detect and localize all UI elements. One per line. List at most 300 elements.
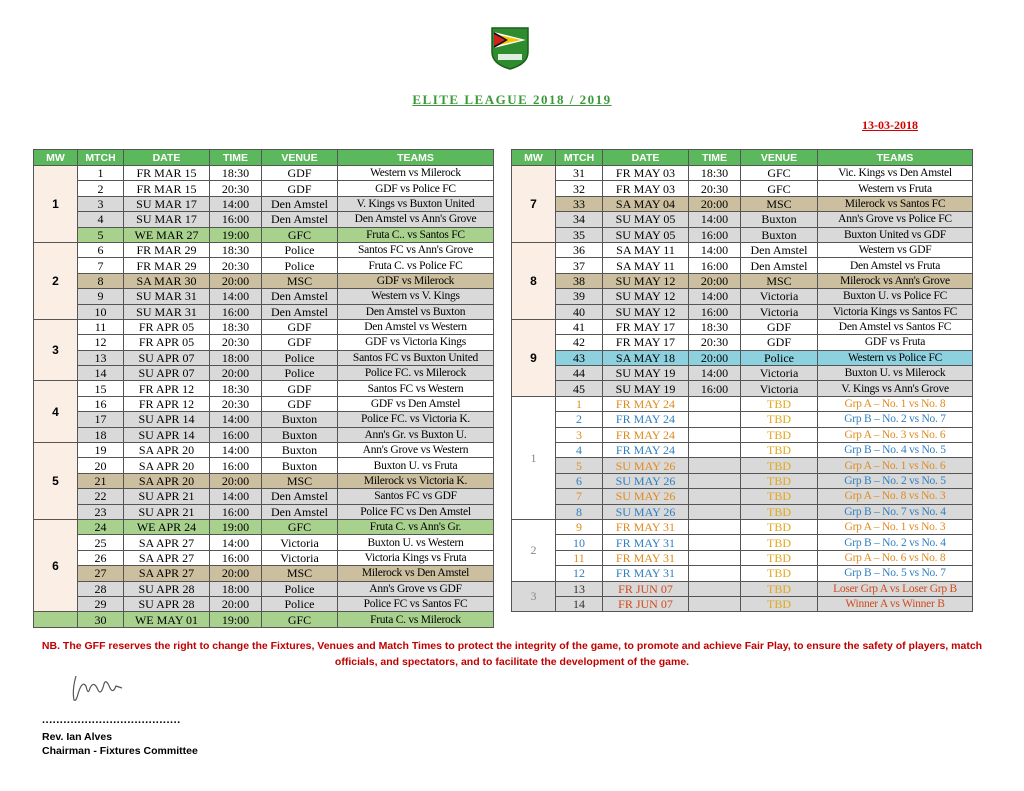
match-teams-cell: Santos FC vs Western <box>338 381 494 396</box>
match-time-cell: 18:30 <box>210 381 262 396</box>
match-date-cell: SU APR 21 <box>124 489 210 504</box>
match-number-cell: 3 <box>78 196 124 211</box>
match-time-cell <box>689 489 741 504</box>
match-venue-cell: MSC <box>741 196 818 211</box>
match-row <box>512 412 973 427</box>
matchweek-cell: 9 <box>512 319 556 396</box>
match-time-cell: 14:00 <box>210 489 262 504</box>
match-date-cell: SA APR 27 <box>124 550 210 565</box>
matchweek-cell: 4 <box>34 381 78 443</box>
match-time-cell: 20:00 <box>210 366 262 381</box>
match-row <box>512 535 973 550</box>
match-venue-cell: MSC <box>741 273 818 288</box>
match-venue-cell: GFC <box>741 181 818 196</box>
match-venue-cell: TBD <box>741 458 818 473</box>
match-teams-cell: Ann's Grove vs GDF <box>338 581 494 596</box>
match-time-cell: 18:30 <box>689 166 741 181</box>
match-row <box>512 212 973 227</box>
match-row <box>512 166 973 181</box>
match-teams-cell: Milerock vs Ann's Grove <box>818 273 973 288</box>
match-date-cell: FR JUN 07 <box>603 596 689 611</box>
match-teams-cell: Grp B – No. 2 vs No. 7 <box>818 412 973 427</box>
match-date-cell: FR APR 12 <box>124 381 210 396</box>
match-number-cell: 22 <box>78 489 124 504</box>
match-date-cell: SU MAY 05 <box>603 212 689 227</box>
matchweek-cell: 7 <box>512 166 556 243</box>
match-venue-cell: Police <box>741 350 818 365</box>
match-row <box>34 612 494 627</box>
match-number-cell: 39 <box>556 289 603 304</box>
match-date-cell: SA MAY 18 <box>603 350 689 365</box>
match-row <box>34 550 494 565</box>
match-number-cell: 7 <box>556 489 603 504</box>
match-time-cell <box>689 427 741 442</box>
matchweek-cell: 3 <box>512 581 556 612</box>
matchweek-cell: 5 <box>34 443 78 520</box>
match-venue-cell: Den Amstel <box>262 196 338 211</box>
match-venue-cell: Victoria <box>741 366 818 381</box>
match-venue-cell: GDF <box>262 335 338 350</box>
match-venue-cell: MSC <box>262 273 338 288</box>
match-time-cell: 18:30 <box>689 319 741 334</box>
match-teams-cell: Grp A – No. 6 vs No. 8 <box>818 550 973 565</box>
match-number-cell: 9 <box>78 289 124 304</box>
match-teams-cell: Police FC vs Den Amstel <box>338 504 494 519</box>
match-number-cell: 9 <box>556 519 603 534</box>
match-row <box>34 504 494 519</box>
match-date-cell: FR MAY 31 <box>603 550 689 565</box>
match-date-cell: SA APR 27 <box>124 535 210 550</box>
match-time-cell: 20:30 <box>210 335 262 350</box>
match-number-cell: 14 <box>556 596 603 611</box>
match-number-cell: 25 <box>78 535 124 550</box>
match-time-cell: 16:00 <box>210 458 262 473</box>
match-venue-cell: GFC <box>262 227 338 242</box>
col-header-match: MTCH <box>78 150 124 166</box>
match-venue-cell: GDF <box>262 166 338 181</box>
match-time-cell <box>689 596 741 611</box>
match-time-cell <box>689 396 741 411</box>
table-header-row <box>34 150 494 166</box>
match-time-cell: 14:00 <box>210 289 262 304</box>
match-row <box>512 566 973 581</box>
match-time-cell: 16:00 <box>210 504 262 519</box>
match-number-cell: 42 <box>556 335 603 350</box>
match-venue-cell: GDF <box>262 381 338 396</box>
match-teams-cell: V. Kings vs Buxton United <box>338 196 494 211</box>
match-venue-cell: Victoria <box>262 550 338 565</box>
match-date-cell: FR MAY 24 <box>603 443 689 458</box>
match-date-cell: SU MAY 26 <box>603 458 689 473</box>
match-date-cell: SU APR 14 <box>124 427 210 442</box>
match-time-cell <box>689 566 741 581</box>
match-date-cell: WE MAR 27 <box>124 227 210 242</box>
table-header-row <box>512 150 973 166</box>
match-date-cell: FR MAY 24 <box>603 412 689 427</box>
match-teams-cell: Grp A – No. 1 vs No. 8 <box>818 396 973 411</box>
match-number-cell: 15 <box>78 381 124 396</box>
match-teams-cell: Ann's Gr. vs Buxton U. <box>338 427 494 442</box>
match-row <box>34 519 494 534</box>
match-venue-cell: TBD <box>741 489 818 504</box>
match-number-cell: 26 <box>78 550 124 565</box>
match-teams-cell: Den Amstel vs Ann's Grove <box>338 212 494 227</box>
match-number-cell: 13 <box>556 581 603 596</box>
match-time-cell: 14:00 <box>210 535 262 550</box>
match-number-cell: 1 <box>78 166 124 181</box>
match-date-cell: SU MAY 12 <box>603 304 689 319</box>
match-teams-cell: GDF vs Fruta <box>818 335 973 350</box>
match-date-cell: WE MAY 01 <box>124 612 210 627</box>
match-number-cell: 19 <box>78 443 124 458</box>
match-teams-cell: Milerock vs Den Amstel <box>338 566 494 581</box>
match-teams-cell: Santos FC vs Buxton United <box>338 350 494 365</box>
match-venue-cell: TBD <box>741 596 818 611</box>
match-time-cell <box>689 504 741 519</box>
match-time-cell: 19:00 <box>210 227 262 242</box>
match-venue-cell: Victoria <box>741 304 818 319</box>
match-number-cell: 35 <box>556 227 603 242</box>
match-time-cell <box>689 473 741 488</box>
match-time-cell: 18:00 <box>210 581 262 596</box>
match-venue-cell: GFC <box>262 612 338 627</box>
match-date-cell: FR MAY 03 <box>603 181 689 196</box>
match-number-cell: 11 <box>78 319 124 334</box>
match-row <box>512 350 973 365</box>
match-teams-cell: Grp A – No. 1 vs No. 6 <box>818 458 973 473</box>
match-venue-cell: GDF <box>741 319 818 334</box>
match-time-cell <box>689 535 741 550</box>
match-venue-cell: Police <box>262 350 338 365</box>
matchweek-cell: 2 <box>512 519 556 581</box>
match-teams-cell: Police FC. vs Victoria K. <box>338 412 494 427</box>
match-row <box>512 273 973 288</box>
match-row <box>512 181 973 196</box>
match-teams-cell: Buxton U. vs Police FC <box>818 289 973 304</box>
match-date-cell: FR MAY 24 <box>603 396 689 411</box>
match-teams-cell: Grp B – No. 2 vs No. 4 <box>818 535 973 550</box>
matchweek-cell: 2 <box>34 242 78 319</box>
match-venue-cell: TBD <box>741 412 818 427</box>
match-row <box>512 396 973 411</box>
match-time-cell: 18:30 <box>210 166 262 181</box>
match-venue-cell: Den Amstel <box>741 258 818 273</box>
col-header-teams: TEAMS <box>818 150 973 166</box>
match-time-cell: 14:00 <box>210 443 262 458</box>
match-number-cell: 8 <box>556 504 603 519</box>
match-time-cell: 19:00 <box>210 519 262 534</box>
match-teams-cell: Fruta C. vs Ann's Gr. <box>338 519 494 534</box>
match-number-cell: 3 <box>556 427 603 442</box>
match-row <box>512 381 973 396</box>
match-teams-cell: Buxton U. vs Milerock <box>818 366 973 381</box>
match-venue-cell: TBD <box>741 427 818 442</box>
match-teams-cell: Victoria Kings vs Santos FC <box>818 304 973 319</box>
fixtures-table-left <box>33 149 494 628</box>
match-venue-cell: Police <box>262 596 338 611</box>
match-teams-cell: Ann's Grove vs Western <box>338 443 494 458</box>
match-teams-cell: Grp A – No. 3 vs No. 6 <box>818 427 973 442</box>
match-venue-cell: Victoria <box>741 289 818 304</box>
match-time-cell: 16:00 <box>689 304 741 319</box>
match-venue-cell: TBD <box>741 396 818 411</box>
match-time-cell: 16:00 <box>210 304 262 319</box>
match-date-cell: SU MAY 26 <box>603 473 689 488</box>
match-teams-cell: Milerock vs Victoria K. <box>338 473 494 488</box>
col-header-venue: VENUE <box>262 150 338 166</box>
match-date-cell: FR MAY 31 <box>603 519 689 534</box>
match-row <box>34 212 494 227</box>
match-venue-cell: Victoria <box>262 535 338 550</box>
match-venue-cell: Den Amstel <box>262 489 338 504</box>
match-date-cell: SU MAR 17 <box>124 196 210 211</box>
match-row <box>34 335 494 350</box>
match-teams-cell: Victoria Kings vs Fruta <box>338 550 494 565</box>
match-time-cell: 18:00 <box>210 350 262 365</box>
match-venue-cell: GFC <box>741 166 818 181</box>
match-teams-cell: Fruta C. vs Police FC <box>338 258 494 273</box>
match-number-cell: 37 <box>556 258 603 273</box>
match-venue-cell: GDF <box>741 335 818 350</box>
match-row <box>512 242 973 257</box>
match-time-cell: 19:00 <box>210 612 262 627</box>
match-number-cell: 6 <box>78 242 124 257</box>
match-date-cell: FR MAY 03 <box>603 166 689 181</box>
match-teams-cell: Loser Grp A vs Loser Grp B <box>818 581 973 596</box>
match-teams-cell: GDF vs Milerock <box>338 273 494 288</box>
match-row <box>34 304 494 319</box>
match-time-cell: 14:00 <box>210 412 262 427</box>
match-teams-cell: Milerock vs Santos FC <box>818 196 973 211</box>
match-number-cell: 5 <box>556 458 603 473</box>
match-number-cell: 2 <box>556 412 603 427</box>
match-date-cell: FR MAY 31 <box>603 535 689 550</box>
match-time-cell: 14:00 <box>689 242 741 257</box>
match-venue-cell: TBD <box>741 535 818 550</box>
match-teams-cell: Buxton U. vs Fruta <box>338 458 494 473</box>
match-time-cell <box>689 550 741 565</box>
match-venue-cell: TBD <box>741 519 818 534</box>
match-row <box>34 319 494 334</box>
match-date-cell: SU MAY 19 <box>603 381 689 396</box>
match-venue-cell: Den Amstel <box>262 304 338 319</box>
match-time-cell: 16:00 <box>689 381 741 396</box>
match-date-cell: SU APR 14 <box>124 412 210 427</box>
match-row <box>34 242 494 257</box>
match-date-cell: SU MAY 05 <box>603 227 689 242</box>
match-time-cell: 16:00 <box>689 227 741 242</box>
match-time-cell: 20:30 <box>689 181 741 196</box>
match-teams-cell: Vic. Kings vs Den Amstel <box>818 166 973 181</box>
match-number-cell: 21 <box>78 473 124 488</box>
match-row <box>512 289 973 304</box>
match-number-cell: 34 <box>556 212 603 227</box>
match-row <box>34 166 494 181</box>
match-venue-cell: Police <box>262 242 338 257</box>
match-teams-cell: Police FC. vs Milerock <box>338 366 494 381</box>
match-number-cell: 43 <box>556 350 603 365</box>
col-header-time: TIME <box>210 150 262 166</box>
match-teams-cell: Santos FC vs GDF <box>338 489 494 504</box>
match-row <box>512 258 973 273</box>
match-date-cell: FR MAY 24 <box>603 427 689 442</box>
match-time-cell: 16:00 <box>689 258 741 273</box>
match-date-cell: SU MAR 17 <box>124 212 210 227</box>
match-teams-cell: Western vs GDF <box>818 242 973 257</box>
match-time-cell <box>689 458 741 473</box>
match-venue-cell: Buxton <box>262 458 338 473</box>
match-time-cell: 20:30 <box>210 396 262 411</box>
match-number-cell: 4 <box>556 443 603 458</box>
signatory-role: Chairman - Fixtures Committee <box>42 745 198 757</box>
match-date-cell: SA APR 27 <box>124 566 210 581</box>
match-number-cell: 2 <box>78 181 124 196</box>
signatory-name: Rev. Ian Alves <box>42 731 113 743</box>
match-date-cell: SA MAR 30 <box>124 273 210 288</box>
col-header-match: MTCH <box>556 150 603 166</box>
match-venue-cell: TBD <box>741 566 818 581</box>
match-number-cell: 12 <box>78 335 124 350</box>
match-date-cell: FR JUN 07 <box>603 581 689 596</box>
match-teams-cell: Grp A – No. 1 vs No. 3 <box>818 519 973 534</box>
match-number-cell: 16 <box>78 396 124 411</box>
match-venue-cell: TBD <box>741 504 818 519</box>
match-time-cell: 20:00 <box>210 273 262 288</box>
matchweek-cell: 1 <box>34 166 78 243</box>
match-number-cell: 1 <box>556 396 603 411</box>
match-number-cell: 40 <box>556 304 603 319</box>
match-venue-cell: Buxton <box>262 412 338 427</box>
match-row <box>34 535 494 550</box>
match-time-cell: 14:00 <box>689 366 741 381</box>
match-time-cell <box>689 519 741 534</box>
match-teams-cell: Den Amstel vs Buxton <box>338 304 494 319</box>
gff-logo-icon <box>490 26 530 70</box>
match-time-cell: 14:00 <box>210 196 262 211</box>
match-time-cell: 20:00 <box>210 566 262 581</box>
match-time-cell: 14:00 <box>689 289 741 304</box>
match-row <box>34 473 494 488</box>
document-date: 13-03-2018 <box>862 118 918 132</box>
match-number-cell: 13 <box>78 350 124 365</box>
matchweek-cell: 3 <box>34 319 78 381</box>
match-date-cell: SU MAR 31 <box>124 289 210 304</box>
match-venue-cell: Den Amstel <box>262 289 338 304</box>
match-number-cell: 4 <box>78 212 124 227</box>
match-row <box>34 489 494 504</box>
match-venue-cell: Den Amstel <box>262 504 338 519</box>
match-row <box>512 504 973 519</box>
signature-line: ....................................... <box>42 714 181 726</box>
match-teams-cell: Grp B – No. 2 vs No. 5 <box>818 473 973 488</box>
match-date-cell: SU APR 07 <box>124 350 210 365</box>
match-number-cell: 5 <box>78 227 124 242</box>
match-venue-cell: TBD <box>741 443 818 458</box>
match-date-cell: FR APR 05 <box>124 335 210 350</box>
match-date-cell: FR MAY 31 <box>603 566 689 581</box>
match-number-cell: 20 <box>78 458 124 473</box>
match-venue-cell: MSC <box>262 473 338 488</box>
match-teams-cell: Grp B – No. 4 vs No. 5 <box>818 443 973 458</box>
match-row <box>512 550 973 565</box>
match-venue-cell: GDF <box>262 181 338 196</box>
match-date-cell: WE APR 24 <box>124 519 210 534</box>
match-venue-cell: GDF <box>262 319 338 334</box>
match-number-cell: 18 <box>78 427 124 442</box>
match-teams-cell: GDF vs Victoria Kings <box>338 335 494 350</box>
match-venue-cell: Den Amstel <box>262 212 338 227</box>
col-header-mw: MW <box>34 150 78 166</box>
match-teams-cell: Western vs Fruta <box>818 181 973 196</box>
match-date-cell: SU MAY 12 <box>603 289 689 304</box>
match-teams-cell: Western vs V. Kings <box>338 289 494 304</box>
match-date-cell: FR MAY 17 <box>603 319 689 334</box>
match-teams-cell: Western vs Police FC <box>818 350 973 365</box>
match-row <box>34 350 494 365</box>
match-row <box>34 566 494 581</box>
match-date-cell: SA APR 20 <box>124 443 210 458</box>
matchweek-cell: 1 <box>512 396 556 519</box>
match-number-cell: 7 <box>78 258 124 273</box>
signature-icon <box>68 672 128 706</box>
match-teams-cell: Fruta C. vs Milerock <box>338 612 494 627</box>
match-venue-cell: GDF <box>262 396 338 411</box>
match-teams-cell: Den Amstel vs Santos FC <box>818 319 973 334</box>
match-venue-cell: Buxton <box>741 212 818 227</box>
match-date-cell: FR MAY 17 <box>603 335 689 350</box>
col-header-date: DATE <box>124 150 210 166</box>
match-row <box>34 396 494 411</box>
match-number-cell: 44 <box>556 366 603 381</box>
match-number-cell: 27 <box>78 566 124 581</box>
match-teams-cell: Winner A vs Winner B <box>818 596 973 611</box>
match-date-cell: SU MAY 19 <box>603 366 689 381</box>
match-date-cell: FR MAR 15 <box>124 166 210 181</box>
match-date-cell: SA MAY 04 <box>603 196 689 211</box>
match-row <box>34 443 494 458</box>
match-time-cell <box>689 443 741 458</box>
match-row <box>34 412 494 427</box>
match-date-cell: SA MAY 11 <box>603 242 689 257</box>
match-date-cell: SU MAY 26 <box>603 489 689 504</box>
match-venue-cell: TBD <box>741 581 818 596</box>
matchweek-cell: 8 <box>512 242 556 319</box>
match-row <box>512 519 973 534</box>
match-row <box>512 319 973 334</box>
match-time-cell: 16:00 <box>210 212 262 227</box>
match-number-cell: 10 <box>556 535 603 550</box>
match-venue-cell: Buxton <box>262 443 338 458</box>
match-venue-cell: Police <box>262 258 338 273</box>
match-row <box>34 181 494 196</box>
match-row <box>512 596 973 611</box>
match-time-cell: 18:30 <box>210 242 262 257</box>
match-teams-cell: Fruta C.. vs Santos FC <box>338 227 494 242</box>
match-teams-cell: Buxton United vs GDF <box>818 227 973 242</box>
match-date-cell: SU APR 07 <box>124 366 210 381</box>
match-number-cell: 24 <box>78 519 124 534</box>
match-date-cell: SA APR 20 <box>124 473 210 488</box>
col-header-mw: MW <box>512 150 556 166</box>
match-row <box>34 381 494 396</box>
match-row <box>34 427 494 442</box>
match-date-cell: SU MAY 12 <box>603 273 689 288</box>
match-date-cell: FR MAR 15 <box>124 181 210 196</box>
match-teams-cell: GDF vs Den Amstel <box>338 396 494 411</box>
match-venue-cell: TBD <box>741 473 818 488</box>
match-row <box>34 581 494 596</box>
match-time-cell: 20:30 <box>210 258 262 273</box>
